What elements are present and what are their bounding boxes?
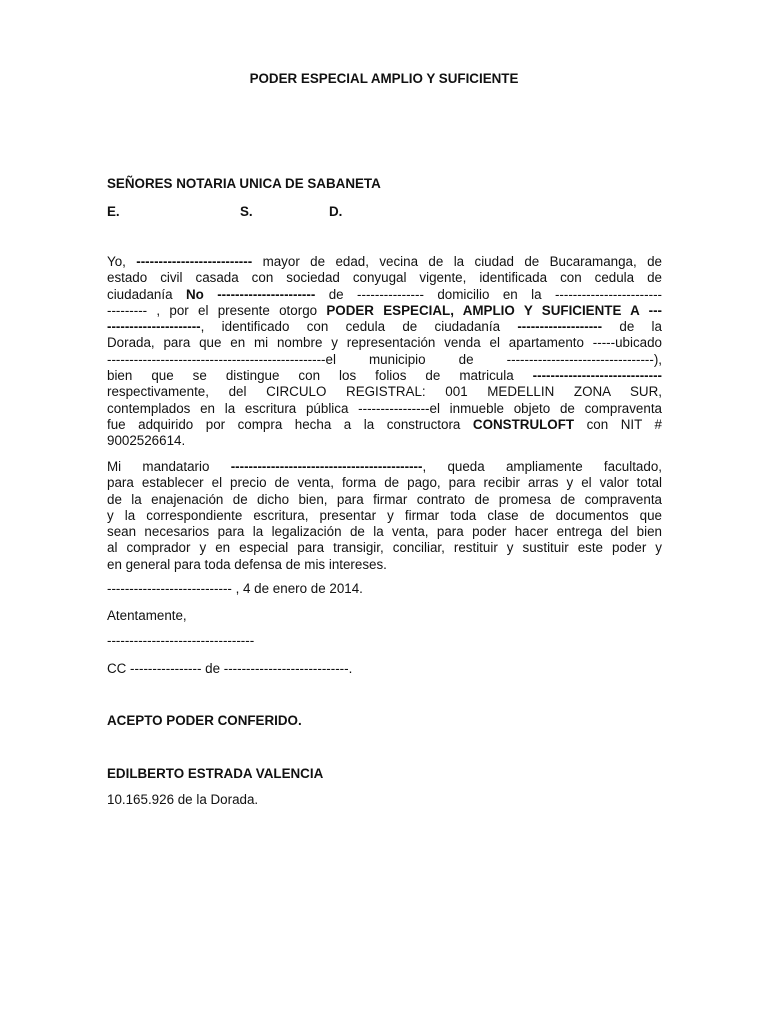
cc-line: CC ---------------- de ----------------------------.: [107, 661, 353, 676]
document-title: PODER ESPECIAL AMPLIO Y SUFICIENTE: [249, 71, 519, 86]
accepter-id: 10.165.926 de la Dorada.: [107, 792, 259, 807]
p2-line: Mi mandatario -------------------------------------------, queda ampliamente facultado,: [107, 459, 662, 474]
p2-line: en general para toda defensa de mis intereses.: [107, 556, 387, 572]
p1-line: fue adquirido por compra hecha a la constructora CONSTRULOFT con NIT #: [107, 416, 662, 432]
p2-line: de la enajenación de dicho bien, para firmar contrato de promesa de compraventa: [107, 491, 662, 507]
p1-line: estado civil casada con sociedad conyugal vigente, identificada con cedula de: [107, 270, 662, 286]
signature-line: ---------------------------------: [107, 633, 255, 648]
esd-s: S.: [240, 204, 253, 219]
p1-line: ciudadanía No ---------------------- de --------------- domicilio en la ------------------------: [107, 286, 662, 302]
accepter-name: EDILBERTO ESTRADA VALENCIA: [107, 766, 324, 781]
p1-line: 9002526614.: [107, 433, 186, 449]
closing: Atentamente,: [107, 608, 187, 623]
p2-line: para establecer el precio de venta, forma de pago, para recibir arras y el valor total: [107, 475, 662, 491]
p2-line: sean necesarios para la legalización de la venta, para poder hacer entrega del bien: [107, 524, 662, 540]
p1-line: contemplados en la escritura pública ----------------el inmueble objeto de compraventa: [107, 400, 662, 416]
accept-heading: ACEPTO PODER CONFERIDO.: [107, 713, 302, 728]
p1-line: respectivamente, del CIRCULO REGISTRAL: 001 MEDELLIN ZONA SUR,: [107, 384, 662, 400]
p2-line: y la correspondiente escritura, presentar y firmar toda clase de documentos que: [107, 507, 662, 523]
p1-line: Yo, -------------------------- mayor de edad, vecina de la ciudad de Bucaramanga, de: [107, 254, 662, 269]
addressee: SEÑORES NOTARIA UNICA DE SABANETA: [107, 176, 381, 191]
p1-line: ---------------------, identificado con cedula de ciudadanía ------------------- de la: [107, 319, 662, 335]
p2-line: al comprador y en especial para transigir, conciliar, restituir y sustituir este poder y: [107, 540, 662, 556]
p1-line: -------------------------------------------------el municipio de ---------------------------------),: [107, 351, 662, 367]
esd-d: D.: [329, 204, 343, 219]
p1-line: Dorada, para que en mi nombre y representación venda el apartamento -----ubicado: [107, 335, 662, 351]
p1-line: --------- , por el presente otorgo PODER ESPECIAL, AMPLIO Y SUFICIENTE A ---: [107, 302, 662, 318]
paragraph-2: [107, 459, 662, 573]
p1-line: bien que se distingue con los folios de matricula -----------------------------: [107, 368, 662, 384]
date-line: ---------------------------- , 4 de enero de 2014.: [107, 581, 363, 596]
paragraph-1: [107, 254, 662, 450]
esd-e: E.: [107, 204, 120, 219]
